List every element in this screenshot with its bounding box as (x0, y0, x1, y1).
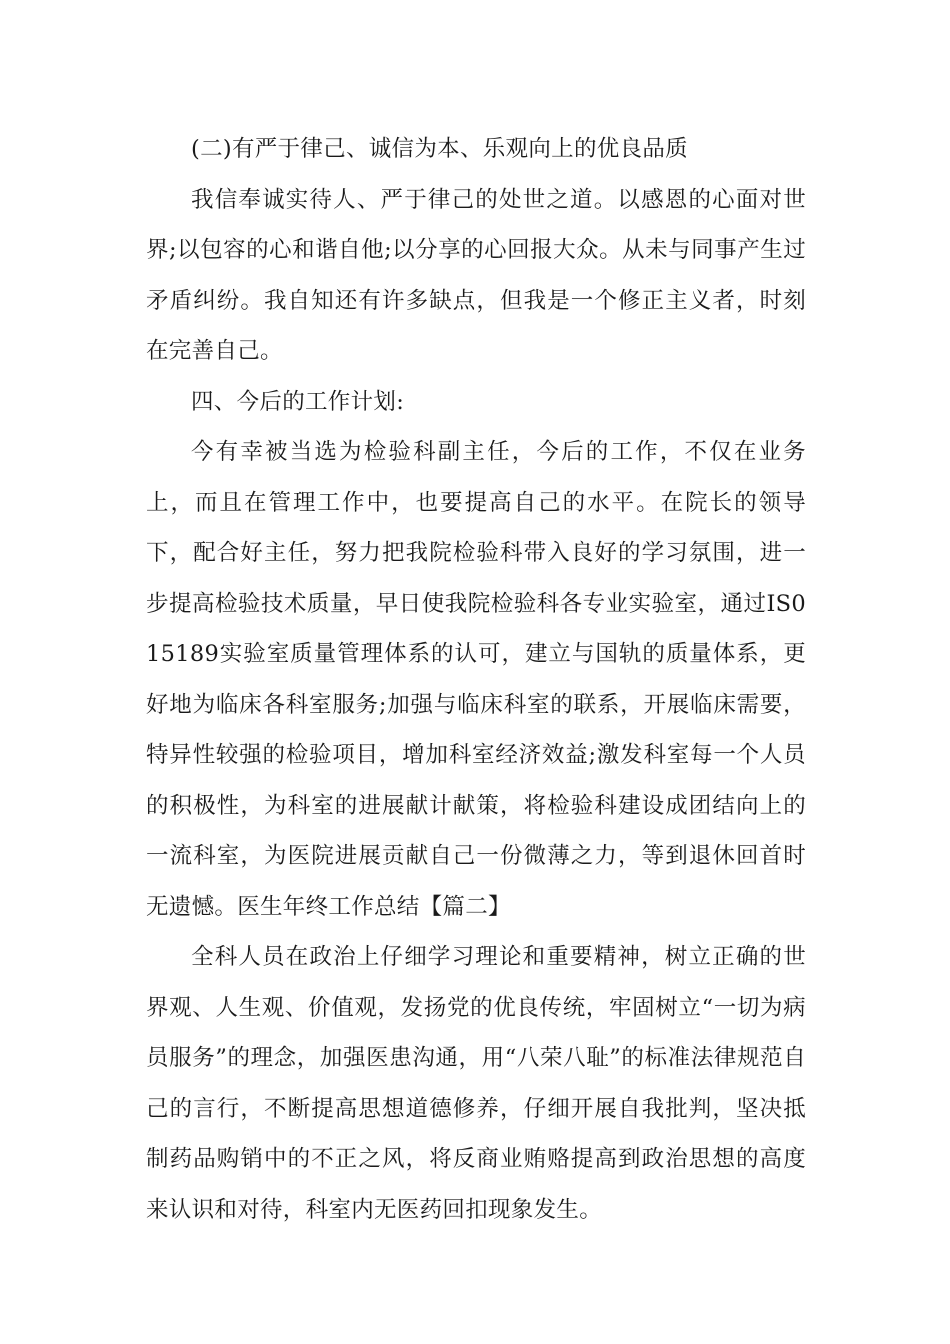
paragraph-political-study: 全科人员在政治上仔细学习理论和重要精神，树立正确的世界观、人生观、价值观，发扬党的优良传统，牢固树立“一切为病员服务”的理念，加强医患沟通，用“八荣八耻”的标准法律规范自己的言行，不断提高思想道德修养，仔细开展自我批判，坚决抵制药品购销中的不正之风，将反商业贿赂提高到政治思想的高度来认识和对待，科室内无医药回扣现象发生。 (146, 944, 806, 1223)
section-heading-quality: (二)有严于律己、诚信为本、乐观向上的优良品质 (191, 136, 688, 162)
paragraph-work-plan: 今有幸被当选为检验科副主任，今后的工作，不仅在业务上，而且在管理工作中，也要提高自己的水平。在院长的领导下，配合好主任，努力把我院检验科带入良好的学习氛围，进一步提高检验技术质量，早日使我院检验科各专业实验室，通过IS015189实验室质量管理体系的认可，建立与国轨的质量体系，更好地为临床各科室服务;加强与临床科室的联系，开展临床需要，特异性较强的检验项目，增加科室经济效益;激发科室每一个人员的积极性，为科室的进展献计献策，将检验科建设成团结向上的一流科室，为医院进展贡献自己一份微薄之力，等到退休回首时无遗憾。医生年终工作总结【篇二】 (146, 439, 806, 920)
document-body (146, 124, 806, 1235)
paragraph-principles: 我信奉诚实待人、严于律己的处世之道。以感恩的心面对世界;以包容的心和谐自他;以分享的心回报大众。从未与同事产生过矛盾纠纷。我自知还有许多缺点，但我是一个修正主义者，时刻在完善自己。 (146, 186, 806, 364)
section-heading-work-plan: 四、今后的工作计划: (191, 388, 405, 415)
